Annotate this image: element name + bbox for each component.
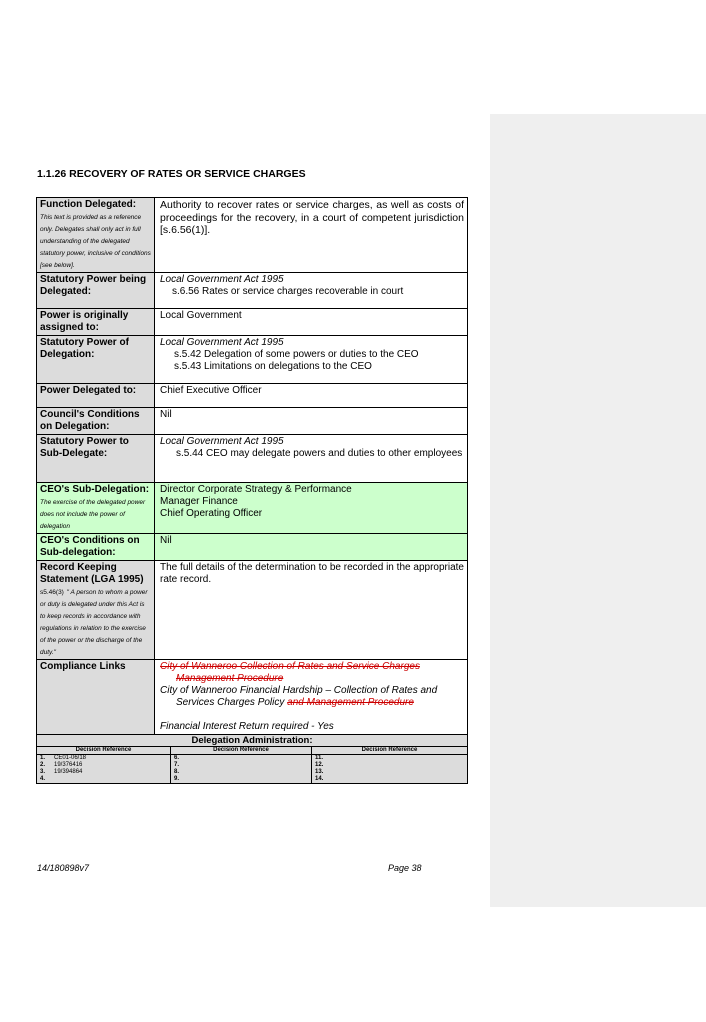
financial-hardship-policy-link[interactable]: City of Wanneroo Financial Hardship – Collection of Rates and Services Charges Policy and Management Procedure xyxy=(160,685,438,708)
delegated-to-value: Chief Executive Officer xyxy=(155,384,468,408)
struck-management-procedure: and Management Procedure xyxy=(287,697,414,708)
label-record-keeping: Record Keeping Statement (LGA 1995) s5.46(3) " A person to whom a power or duty is delegated under this Act is to keep records in accordance with regulations in relation to the exercise of the power or the discharge of the duty." xyxy=(37,561,155,660)
decision-ref-item: 2. 19/376416 xyxy=(40,762,83,768)
ceo-conditions-value: Nil xyxy=(155,534,468,561)
row-function-delegated xyxy=(37,198,468,273)
row-council-conditions xyxy=(37,408,468,435)
sub-delegate-coo: Chief Operating Officer xyxy=(160,508,263,519)
label-compliance-links: Compliance Links xyxy=(37,660,155,735)
admin-title: Delegation Administration: xyxy=(37,735,468,747)
admin-col-2 xyxy=(171,755,312,784)
record-keeping-ref: s5.46(3) xyxy=(40,589,64,596)
record-keeping-note: " A person to whom a power or duty is delegated under this Act is to keep records in accordance with regulations in relation to the exercise of the power or the discharge of the duty." xyxy=(40,589,148,656)
statutory-power-section: s.6.56 Rates or service charges recoverable in court xyxy=(172,286,404,297)
originally-assigned-value: Local Government xyxy=(155,309,468,336)
label-statutory-power-delegation: Statutory Power of Delegation: xyxy=(37,336,155,384)
ceo-sub-delegation-note: The exercise of the delegated power does not include the power of delegation xyxy=(40,499,146,530)
admin-column-header-2: Decision Reference xyxy=(171,747,312,755)
row-ceo-sub-delegation xyxy=(37,483,468,534)
row-statutory-power-delegation xyxy=(37,336,468,384)
financial-interest-note: Financial Interest Return required - Yes xyxy=(160,721,334,732)
footer-page-number: Page 38 xyxy=(388,863,422,873)
decision-ref-item: 1. CE01-06/18 xyxy=(40,755,87,761)
label-statutory-sub-delegate: Statutory Power to Sub-Delegate: xyxy=(37,435,155,483)
delegation-table xyxy=(36,197,468,735)
function-value: Authority to recover rates or service charges, as well as costs of proceedings for the recovery, in a court of competent jurisdiction [s.6.56(1)]. xyxy=(155,198,468,273)
sub-delegate-section: s.5.44 CEO may delegate powers and duties to other employees xyxy=(176,448,463,459)
decision-ref-item: 14. xyxy=(315,776,324,782)
label-function-delegated: Function Delegated: This text is provided as a reference only. Delegates shall only act in full understanding of the delegated statutory power, inclusive of conditions [see below]. xyxy=(37,198,155,273)
admin-col-1 xyxy=(37,755,171,784)
decision-ref-item: 3. 19/394864 xyxy=(40,769,83,775)
decision-ref-item: 9. xyxy=(174,776,180,782)
label-ceo-sub-delegation: CEO's Sub-Delegation: The exercise of the delegated power does not include the power of delegation xyxy=(37,483,155,534)
function-note: This text is provided as a reference only. Delegates shall only act in full understanding of the delegated statutory power, inclusive of conditions [see below]. xyxy=(40,214,151,269)
record-keeping-value: The full details of the determination to be recorded in the appropriate rate record. xyxy=(155,561,468,660)
decision-ref-item: 13. xyxy=(315,769,324,775)
row-compliance-links xyxy=(37,660,468,735)
label-originally-assigned: Power is originally assigned to: xyxy=(37,309,155,336)
label-statutory-power: Statutory Power being Delegated: xyxy=(37,273,155,309)
row-ceo-conditions xyxy=(37,534,468,561)
sub-delegate-director: Director Corporate Strategy & Performance xyxy=(160,484,352,495)
delegation-act: Local Government Act 1995 xyxy=(160,337,284,348)
decision-ref-item: 11. xyxy=(315,755,324,761)
decision-ref-item: 4. xyxy=(40,776,46,782)
label-ceo-conditions: CEO's Conditions on Sub-delegation: xyxy=(37,534,155,561)
comment-margin-panel xyxy=(490,114,706,907)
admin-column-header-1: Decision Reference xyxy=(37,747,171,755)
footer-document-reference: 14/180898v7 xyxy=(37,863,90,873)
sub-delegate-act: Local Government Act 1995 xyxy=(160,436,284,447)
admin-column-header-3: Decision Reference xyxy=(312,747,468,755)
row-statutory-power xyxy=(37,273,468,309)
row-delegated-to xyxy=(37,384,468,408)
council-conditions-value: Nil xyxy=(155,408,468,435)
label-council-conditions: Council's Conditions on Delegation: xyxy=(37,408,155,435)
row-record-keeping xyxy=(37,561,468,660)
label-delegated-to: Power Delegated to: xyxy=(37,384,155,408)
decision-ref-item: 12. xyxy=(315,762,324,768)
statutory-power-act: Local Government Act 1995 xyxy=(160,274,284,285)
admin-col-3 xyxy=(312,755,468,784)
decision-ref-item: 7. xyxy=(174,762,180,768)
delegation-section-542: s.5.42 Delegation of some powers or duties to the CEO xyxy=(174,349,419,360)
delegation-section-543: s.5.43 Limitations on delegations to the CEO xyxy=(174,361,372,372)
row-statutory-sub-delegate xyxy=(37,435,468,483)
row-originally-assigned xyxy=(37,309,468,336)
decision-ref-item: 6. xyxy=(174,755,180,761)
sub-delegate-manager: Manager Finance xyxy=(160,496,238,507)
delegation-administration-table xyxy=(36,734,468,784)
struck-procedure-link[interactable]: City of Wanneroo Collection of Rates and Service Charges Management Procedure xyxy=(160,661,420,684)
decision-ref-item: 8. xyxy=(174,769,180,775)
section-heading: 1.1.26 RECOVERY OF RATES OR SERVICE CHARGES xyxy=(37,168,306,180)
